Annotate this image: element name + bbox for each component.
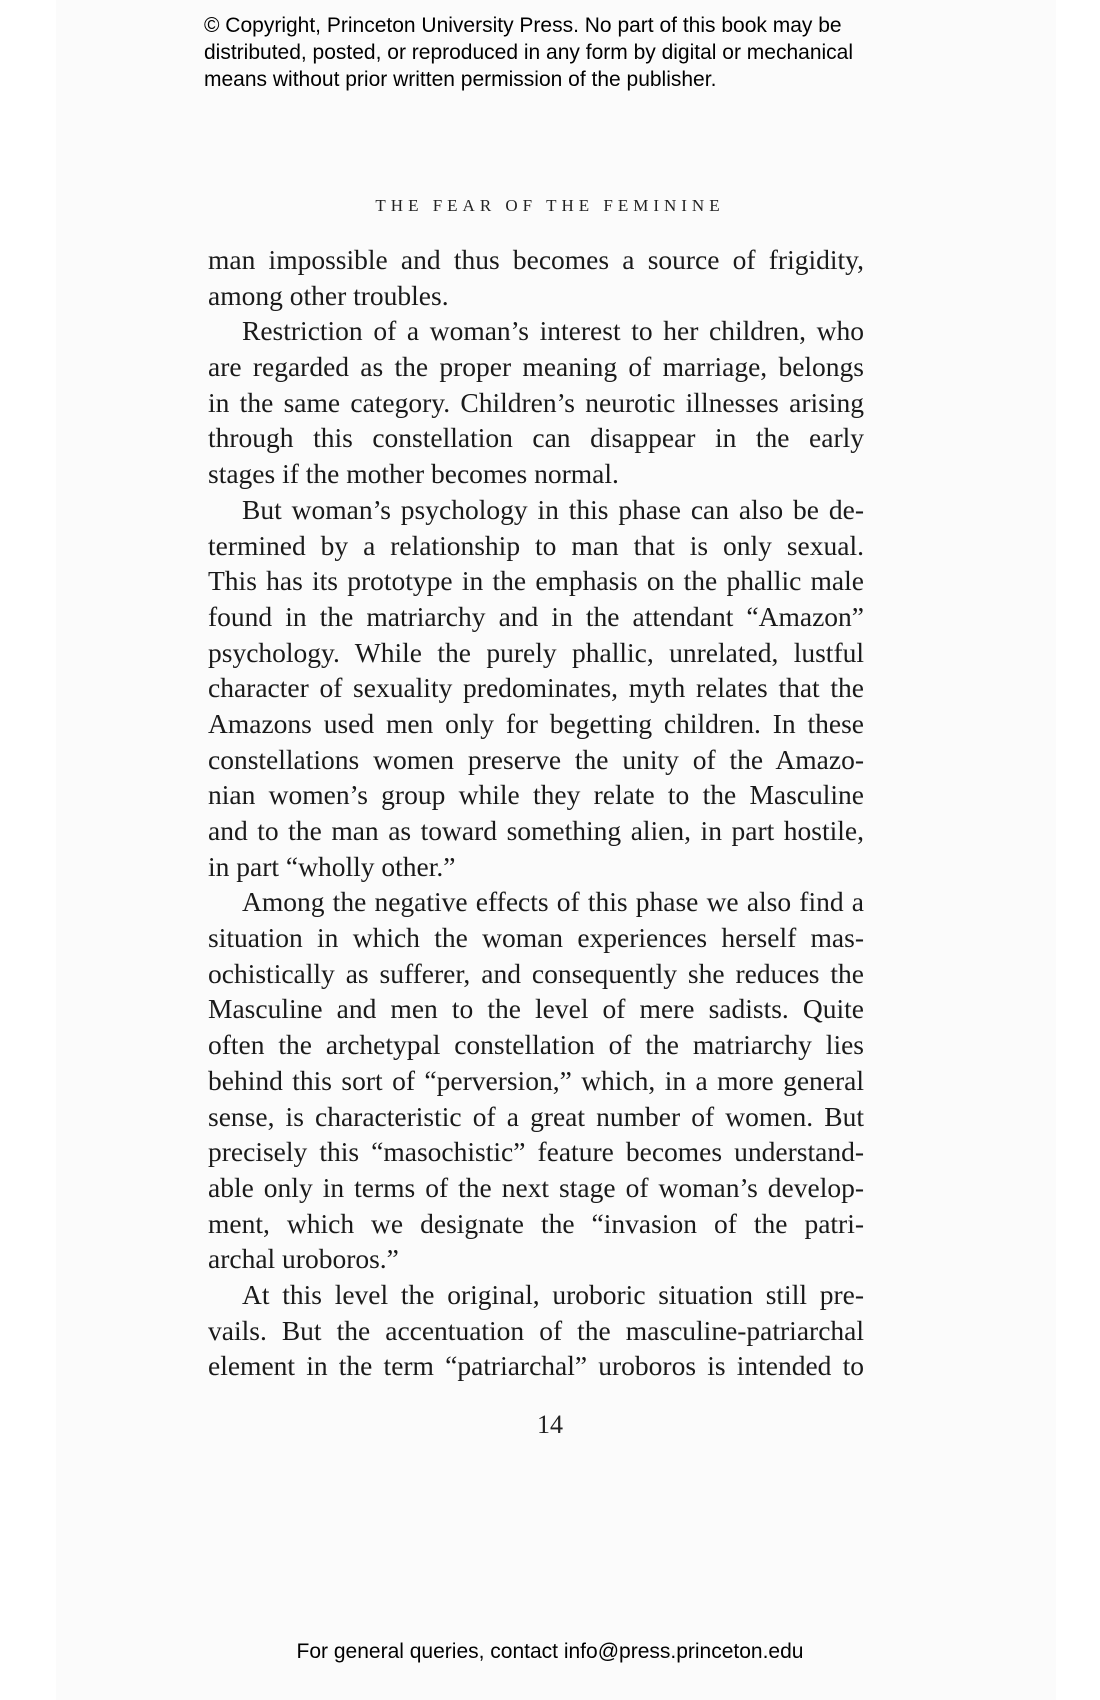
text-line: element in the term “patriarchal” uroboros is intended to — [208, 1350, 864, 1382]
text-line: character of sexuality predominates, myth relates that the — [208, 672, 864, 704]
text-line: in part “wholly other.” — [208, 850, 456, 882]
text-line: constellations women preserve the unity of the Amazo- — [208, 743, 864, 775]
text-line: Among the negative effects of this phase we also find a — [242, 886, 864, 918]
text-line: able only in terms of the next stage of woman’s develop- — [208, 1171, 864, 1203]
text-line: sense, is characteristic of a great number of women. But — [208, 1100, 864, 1132]
copyright-line: © Copyright, Princeton University Press. No part of this book may be — [204, 14, 842, 37]
text-line: situation in which the woman experiences herself mas- — [208, 922, 864, 954]
text-line: often the archetypal constellation of the matriarchy lies — [208, 1029, 864, 1061]
text-line: through this constellation can disappear in the early — [208, 422, 864, 454]
page-number: 14 — [537, 1410, 563, 1439]
text-line: ment, which we designate the “invasion of the patri- — [208, 1207, 864, 1239]
text-line: in the same category. Children’s neurotic illnesses arising — [208, 386, 864, 418]
text-line: ochistically as sufferer, and consequently she reduces the — [208, 957, 864, 989]
text-line: man impossible and thus becomes a source of frigidity, — [208, 244, 864, 275]
text-line: found in the matriarchy and in the attendant “Amazon” — [208, 600, 864, 632]
running-head: THE FEAR OF THE FEMININE — [375, 196, 725, 215]
text-line: and to the man as toward something alien, in part hostile, — [208, 815, 864, 846]
text-line: precisely this “masochistic” feature becomes understand- — [208, 1136, 864, 1168]
copyright-line: means without prior written permission of the publisher. — [204, 68, 717, 91]
text-line: At this level the original, uroboric situation still pre- — [242, 1278, 864, 1310]
text-line: termined by a relationship to man that is only sexual. — [208, 529, 864, 561]
text-line: are regarded as the proper meaning of marriage, belongs — [208, 351, 864, 383]
text-line: vails. But the accentuation of the masculine-patriarchal — [208, 1314, 864, 1346]
text-line: stages if the mother becomes normal. — [208, 458, 619, 490]
text-line: But woman’s psychology in this phase can also be de- — [242, 493, 864, 525]
text-line: among other troubles. — [208, 279, 449, 311]
text-line: psychology. While the purely phallic, unrelated, lustful — [208, 636, 864, 668]
copyright-line: distributed, posted, or reproduced in any form by digital or mechanical — [204, 41, 854, 64]
text-line: Amazons used men only for begetting children. In these — [208, 707, 864, 739]
body-text — [208, 242, 864, 1384]
text-line: Restriction of a woman’s interest to her children, who — [242, 315, 864, 347]
footer-contact: For general queries, contact info@press.princeton.edu — [296, 1640, 804, 1663]
copyright-notice — [204, 12, 924, 93]
text-line: Masculine and men to the level of mere sadists. Quite — [208, 993, 864, 1025]
text-line: behind this sort of “perversion,” which, in a more general — [208, 1064, 864, 1096]
text-line: This has its prototype in the emphasis on the phallic male — [208, 565, 864, 597]
text-line: archal uroboros.” — [208, 1243, 399, 1275]
text-line: nian women’s group while they relate to the Masculine — [208, 779, 864, 811]
